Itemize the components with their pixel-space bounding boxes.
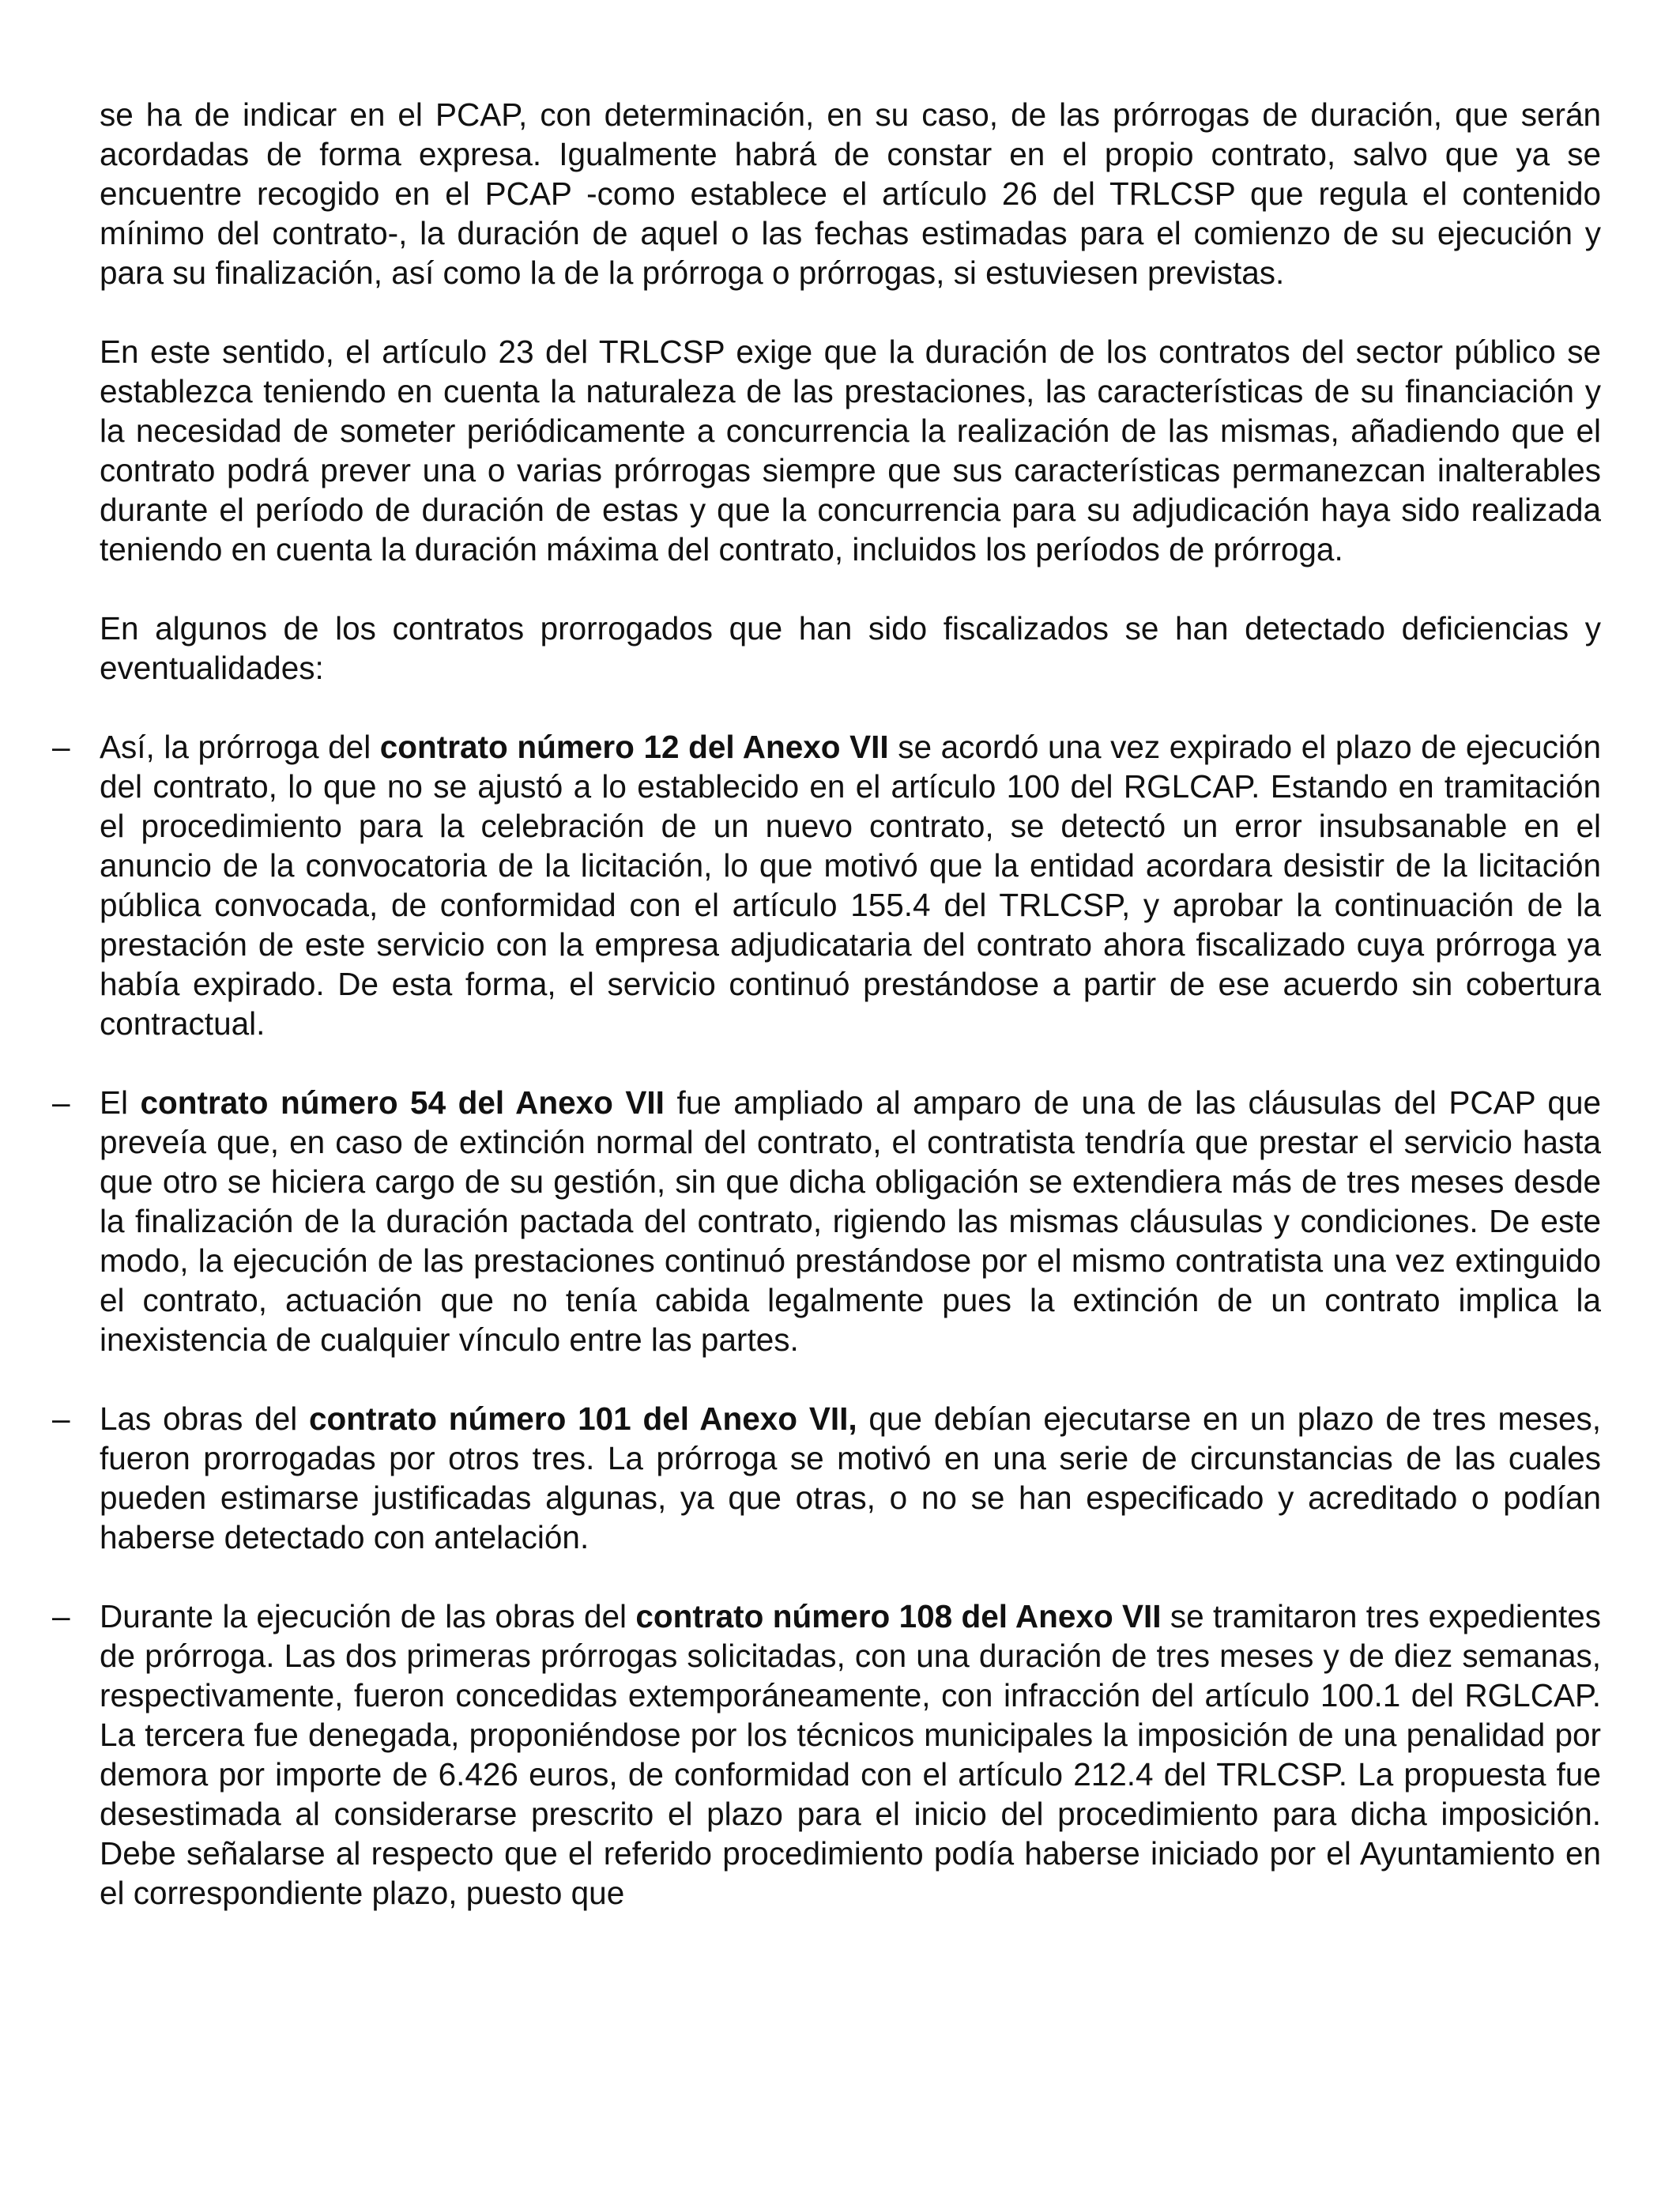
bullet-text-after: que debían ejecutarse en un plazo de tres meses, fueron prorrogadas por otros tres. La prórroga se motivó en una serie de circunstancias de las cuales pueden estimarse justificadas algunas, ya que otras, o no se han especificado y acreditado o podían haberse detectado con antelación. [100, 1400, 1601, 1555]
bullet-contract-reference: contrato número 12 del Anexo VII [379, 729, 889, 765]
document-body [52, 95, 1602, 1913]
bullet-text-after: se tramitaron tres expedientes de prórroga. Las dos primeras prórrogas solicitadas, con una duración de tres meses y de diez semanas, respectivamente, fueron concedidas extemporáneamente, con infracción del artículo 100.1 del RGLCAP. La tercera fue denegada, proponiéndose por los técnicos municipales la imposición de una penalidad por demora por importe de 6.426 euros, de conformidad con el artículo 212.4 del TRLCSP. La propuesta fue desestimada al considerarse prescrito el plazo para el inicio del procedimiento para dicha imposición. Debe señalarse al respecto que el referido procedimiento podía haberse iniciado por el Ayuntamiento en el correspondiente plazo, puesto que [100, 1598, 1601, 1911]
paragraph-article-23: En este sentido, el artículo 23 del TRLCSP exige que la duración de los contratos del sector público se establezca teniendo en cuenta la naturaleza de las prestaciones, las características de su financiación y la necesidad de someter periódicamente a concurrencia la realización de las mismas, añadiendo que el contrato podrá prever una o varias prórrogas siempre que sus características permanezcan inalterables durante el período de duración de estas y que la concurrencia para su adjudicación haya sido realizada teniendo en cuenta la duración máxima del contrato, incluidos los períodos de prórroga. [100, 334, 1601, 567]
bullet-text-before: Así, la prórroga del [100, 729, 380, 765]
bullet-contract-101 [52, 1399, 1601, 1557]
paragraph-deficiencies-intro: En algunos de los contratos prorrogados que han sido fiscalizados se han detectado deficiencias y eventualidades: [100, 610, 1601, 686]
bullet-contract-reference: contrato número 108 del Anexo VII [635, 1598, 1162, 1634]
bullet-dash: – [52, 1400, 70, 1437]
bullet-contract-54 [52, 1083, 1602, 1359]
bullet-contract-108 [52, 1596, 1601, 1913]
bullet-text-before: El [100, 1084, 141, 1121]
bullet-text-before: Las obras del [100, 1400, 310, 1437]
bullet-text-after: fue ampliado al amparo de una de las cláusulas del PCAP que preveía que, en caso de extinción normal del contrato, el contratista tendría que prestar el servicio hasta que otro se hiciera cargo de su gestión, sin que dicha obligación se extendiera más de tres meses desde la finalización de la duración pactada del contrato, rigiendo las mismas cláusulas y condiciones. De este modo, la ejecución de las prestaciones continuó prestándose por el mismo contratista una vez extinguido el contrato, actuación que no tenía cabida legalmente pues la extinción de un contrato implica la inexistencia de cualquier vínculo entre las partes. [100, 1084, 1602, 1358]
bullet-dash: – [52, 729, 70, 765]
bullet-contract-reference: contrato número 101 del Anexo VII, [309, 1400, 857, 1437]
bullet-dash: – [52, 1084, 70, 1121]
bullet-contract-12 [52, 727, 1601, 1043]
bullet-contract-reference: contrato número 54 del Anexo VII [140, 1084, 665, 1121]
paragraph-duration-prorogations: se ha de indicar en el PCAP, con determinación, en su caso, de las prórrogas de duración, que serán acordadas de forma expresa. Igualmente habrá de constar en el propio contrato, salvo que ya se encuentre recogido en el PCAP -como establece el artículo 26 del TRLCSP que regula el contenido mínimo del contrato-, la duración de aquel o las fechas estimadas para el comienzo de su ejecución y para su finalización, así como la de la prórroga o prórrogas, si estuviesen previstas. [100, 96, 1601, 291]
bullet-text-before: Durante la ejecución de las obras del [100, 1598, 636, 1634]
bullet-dash: – [52, 1598, 70, 1634]
bullet-text-after: se acordó una vez expirado el plazo de ejecución del contrato, lo que no se ajustó a lo establecido en el artículo 100 del RGLCAP. Estando en tramitación el procedimiento para la celebración de un nuevo contrato, se detectó un error insubsanable en el anuncio de la convocatoria de la licitación, lo que motivó que la entidad acordara desistir de la licitación pública convocada, de conformidad con el artículo 155.4 del TRLCSP, y aprobar la continuación de la prestación de este servicio con la empresa adjudicataria del contrato ahora fiscalizado cuya prórroga ya había expirado. De esta forma, el servicio continuó prestándose a partir de ese acuerdo sin cobertura contractual. [100, 729, 1601, 1042]
